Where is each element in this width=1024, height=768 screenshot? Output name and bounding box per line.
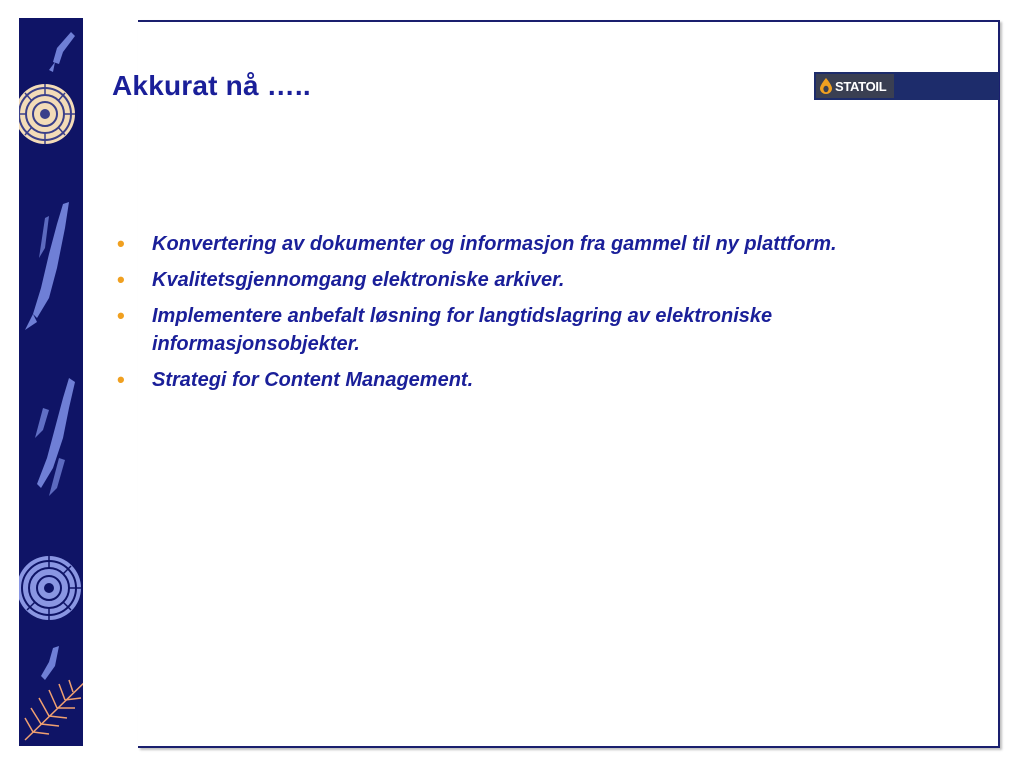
slide-title: Akkurat nå ….. [112, 70, 311, 101]
bullet-text: Kvalitetsgjennomgang elektroniske arkiver. [152, 269, 565, 291]
list-item [112, 302, 912, 358]
logo-text: STATOIL [835, 78, 887, 94]
fish-fossil-icon [41, 646, 59, 680]
decorative-sidebar [19, 18, 83, 746]
ammonite-fossil-icon [19, 84, 75, 144]
statoil-drop-icon [820, 78, 832, 94]
bullet-icon: • [117, 367, 125, 392]
logo-bar [814, 72, 999, 100]
bullet-text: Strategi for Content Management. [152, 369, 474, 391]
bullet-icon: • [117, 267, 125, 292]
list-item [112, 230, 912, 258]
statoil-logo [816, 74, 894, 98]
list-item [112, 366, 912, 394]
fish-fossil-icon [49, 32, 75, 72]
bullet-icon: • [117, 303, 125, 328]
fish-fossil-icon [25, 202, 69, 330]
bullet-icon: • [117, 231, 125, 256]
bullet-list [112, 230, 912, 402]
fish-fossil-icon [35, 378, 75, 496]
fern-fossil-icon [25, 678, 83, 740]
ammonite-fossil-icon [19, 556, 81, 620]
list-item [112, 266, 912, 294]
bullet-text: Konvertering av dokumenter og informasjon fra gammel til ny plattform. [152, 233, 837, 255]
bullet-text: Implementere anbefalt løsning for langtidslagring av elektroniske informasjonsobjekter. [152, 305, 773, 355]
